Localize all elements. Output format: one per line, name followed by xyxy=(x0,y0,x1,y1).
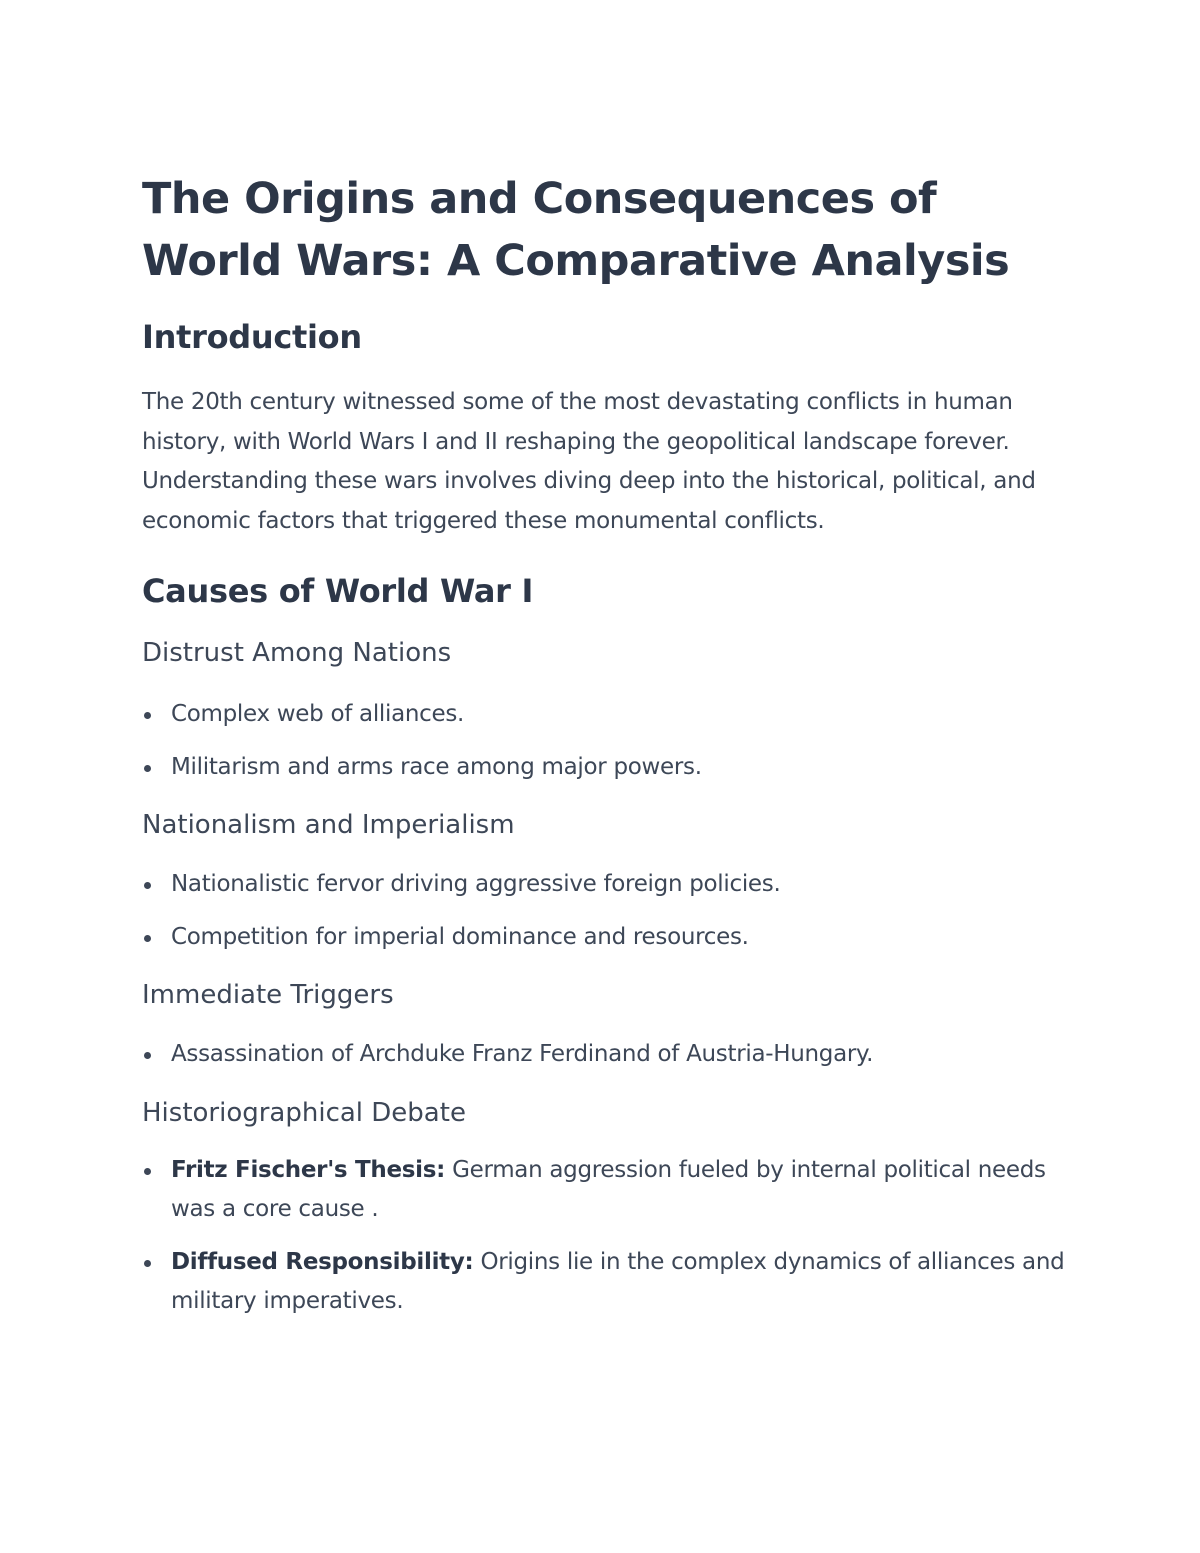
debate-list xyxy=(142,1151,1072,1322)
list-item: Complex web of alliances. xyxy=(142,695,1072,735)
list-item-label: Diffused Responsibility: xyxy=(171,1248,474,1275)
introduction-heading: Introduction xyxy=(142,318,362,356)
distrust-subheading: Distrust Among Nations xyxy=(142,638,452,668)
list-item-text: German aggression fueled by internal political needs was a core cause . xyxy=(171,1156,1046,1222)
distrust-list xyxy=(142,695,1072,787)
list-item xyxy=(142,1151,1072,1230)
title-line-2: World Wars: A Comparative Analysis xyxy=(142,236,1010,286)
list-item: Militarism and arms race among major powers. xyxy=(142,748,1072,788)
list-item: Assassination of Archduke Franz Ferdinand of Austria-Hungary. xyxy=(142,1035,1072,1075)
debate-subheading: Historiographical Debate xyxy=(142,1097,466,1128)
list-item-text: Origins lie in the complex dynamics of alliances and military imperatives. xyxy=(171,1248,1065,1314)
triggers-subheading: Immediate Triggers xyxy=(142,980,394,1010)
list-item: Competition for imperial dominance and resources. xyxy=(142,918,1072,958)
list-item: Nationalistic fervor driving aggressive foreign policies. xyxy=(142,865,1072,905)
list-item-label: Fritz Fischer's Thesis: xyxy=(171,1156,446,1183)
introduction-paragraph: The 20th century witnessed some of the most devastating conflicts in human history, with World Wars I and II reshaping the geopolitical landscape forever. Understanding these wars involves diving deep into the historical, political, and economic factors that triggered these monumental conflicts. xyxy=(142,389,1036,534)
title-line-1: The Origins and Consequences of xyxy=(142,174,937,224)
document-title xyxy=(142,168,1072,292)
list-item xyxy=(142,1243,1072,1322)
nationalism-list xyxy=(142,865,1072,957)
causes-ww1-heading: Causes of World War I xyxy=(142,572,534,610)
nationalism-subheading: Nationalism and Imperialism xyxy=(142,810,515,840)
triggers-list xyxy=(142,1035,1072,1075)
document-page xyxy=(142,168,1072,1322)
